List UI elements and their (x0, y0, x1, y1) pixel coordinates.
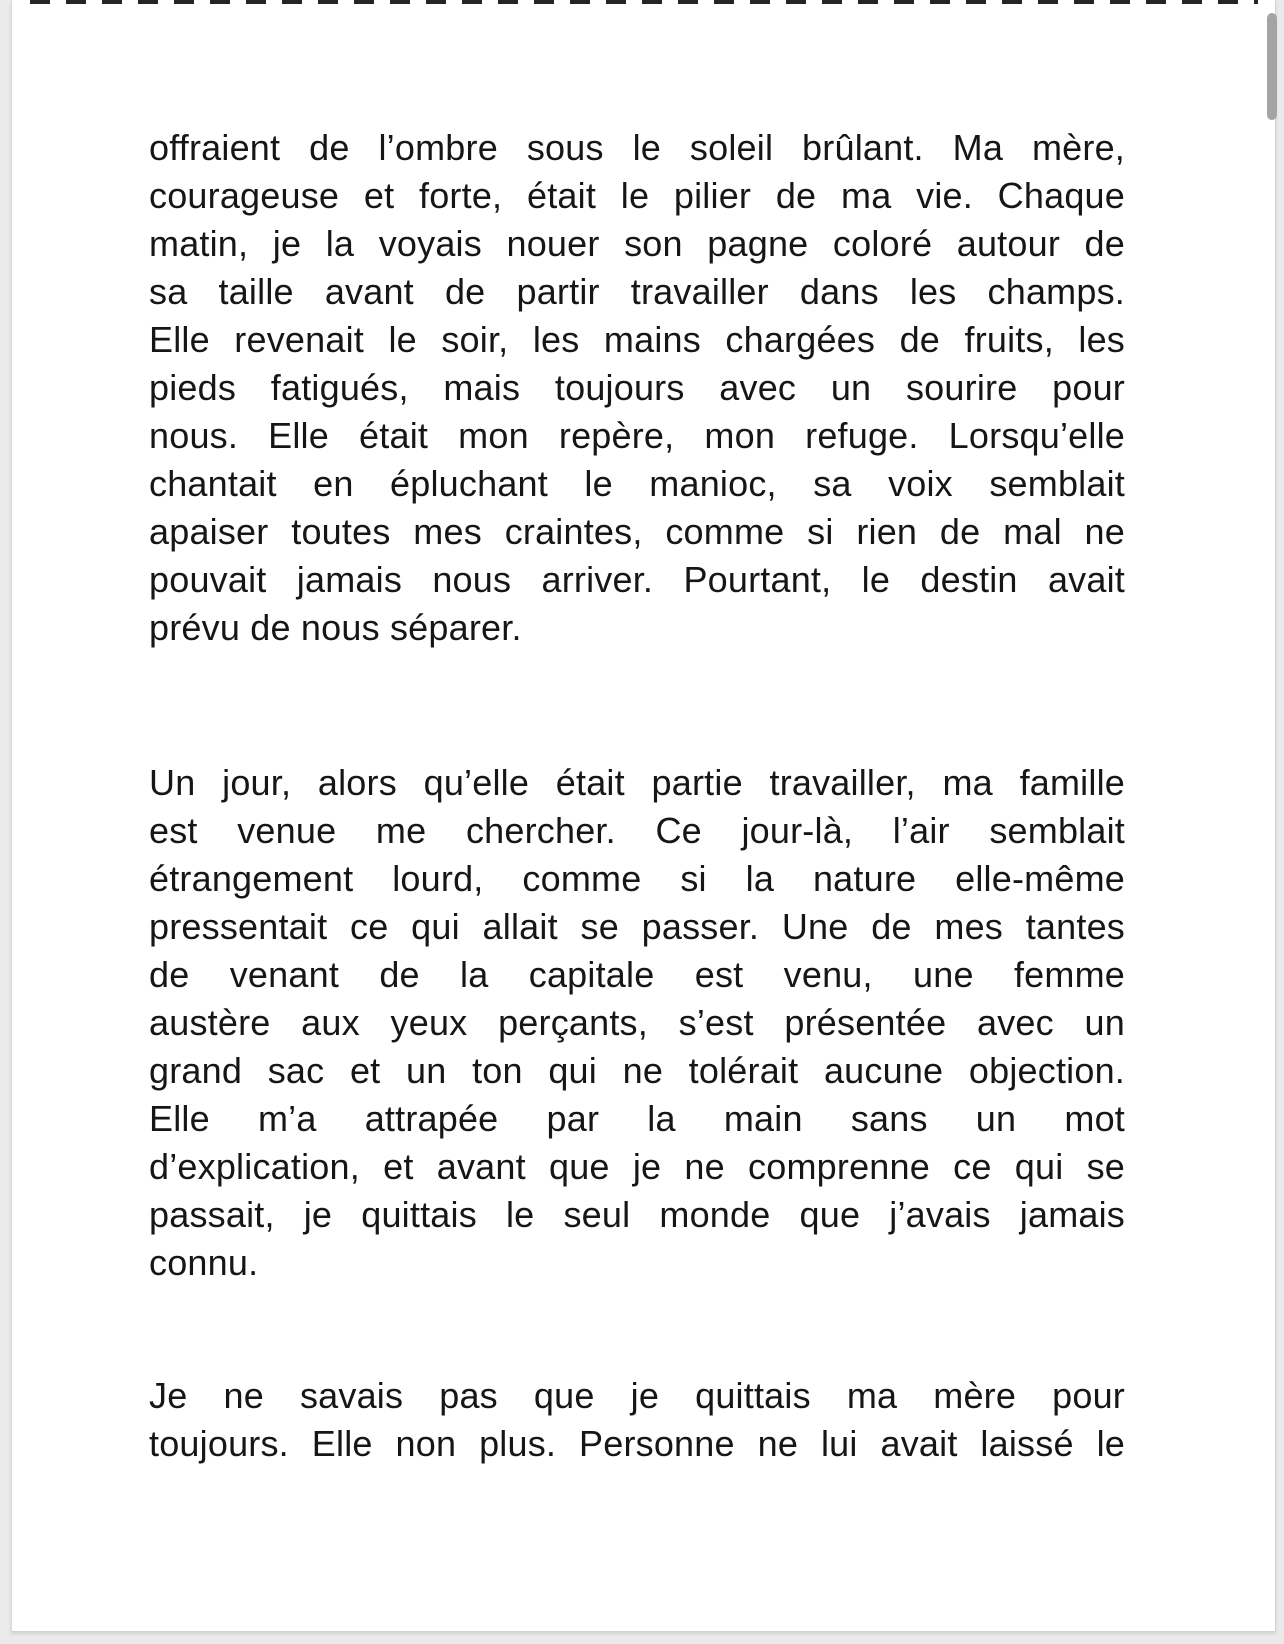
text-line: grand sac et un ton qui ne tolérait aucune objection. (149, 1050, 1125, 1091)
text-line: pouvait jamais nous arriver. Pourtant, le destin avait (149, 559, 1125, 600)
text-line: est venue me chercher. Ce jour-là, l’air semblait (149, 810, 1125, 851)
text-line: courageuse et forte, était le pilier de ma vie. Chaque (149, 175, 1125, 216)
text-line: sa taille avant de partir travailler dans les champs. (149, 271, 1125, 312)
text-line: étrangement lourd, comme si la nature elle-même (149, 858, 1125, 899)
cutoff-content-dashed-strip (30, 0, 1258, 4)
text-line: Je ne savais pas que je quittais ma mère pour (149, 1375, 1125, 1416)
text-line: apaiser toutes mes craintes, comme si rien de mal ne (149, 511, 1125, 552)
text-line: matin, je la voyais nouer son pagne coloré autour de (149, 223, 1125, 264)
text-line: passait, je quittais le seul monde que j’avais jamais (149, 1194, 1125, 1235)
text-line: offraient de l’ombre sous le soleil brûlant. Ma mère, (149, 127, 1125, 168)
text-line: connu. (149, 1242, 259, 1283)
text-line: austère aux yeux perçants, s’est présentée avec un (149, 1002, 1125, 1043)
text-line: d’explication, et avant que je ne comprenne ce qui se (149, 1146, 1125, 1187)
text-line: nous. Elle était mon repère, mon refuge. Lorsqu’elle (149, 415, 1125, 456)
text-line: pieds fatigués, mais toujours avec un sourire pour (149, 367, 1125, 408)
text-line: toujours. Elle non plus. Personne ne lui avait laissé le (149, 1423, 1125, 1464)
paragraph-1 (149, 124, 1125, 652)
document-page (11, 0, 1276, 1632)
document-text (149, 124, 1125, 1468)
text-line: chantait en épluchant le manioc, sa voix semblait (149, 463, 1125, 504)
text-line: Elle m’a attrapée par la main sans un mot (149, 1098, 1125, 1139)
text-line: Elle revenait le soir, les mains chargées de fruits, les (149, 319, 1125, 360)
text-line: prévu de nous séparer. (149, 607, 522, 648)
scrollbar-thumb[interactable] (1267, 13, 1277, 120)
paragraph-2 (149, 759, 1125, 1287)
text-line: pressentait ce qui allait se passer. Une de mes tantes (149, 906, 1125, 947)
paragraph-3 (149, 1372, 1125, 1468)
text-line: Un jour, alors qu’elle était partie travailler, ma famille (149, 762, 1125, 803)
text-line: de venant de la capitale est venu, une femme (149, 954, 1125, 995)
